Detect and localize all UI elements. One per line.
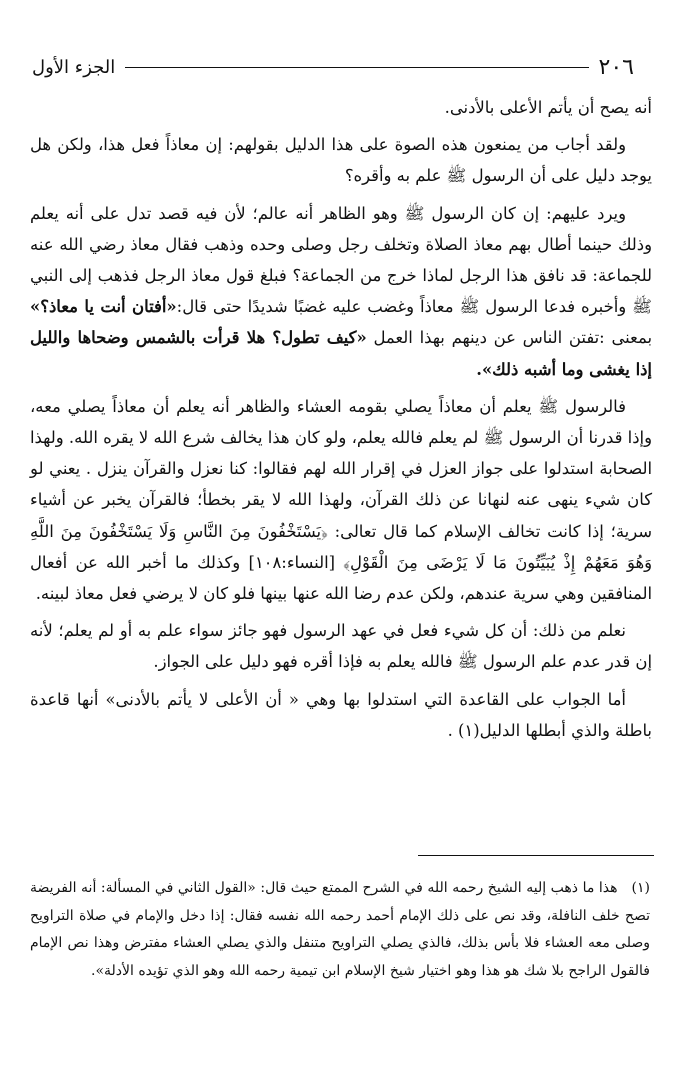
paragraph-2: ولقد أجاب من يمنعون هذه الصوة على هذا الدليل بقولهم: إن معاذاً فعل هذا، ولكن هل يوجد دليل على أن الرسول ﷺ علم به وأقره؟ (30, 135, 652, 186)
paragraph-6: أما الجواب على القاعدة التي استدلوا بها وهي « أن الأعلى لا يأتم بالأدنى» أنها قاعدة باطلة والذي أبطلها الدليل(١) . (30, 689, 652, 740)
footnote-number: (١) (631, 880, 650, 896)
paragraph-3-middle: بمعنى :تفتن الناس عن دينهم بهذا العمل (366, 328, 653, 348)
page-number: ٢٠٦ (598, 54, 634, 80)
paragraph-3-text: ويرد عليهم: إن كان الرسول ﷺ وهو الظاهر أنه عالم؛ لأن فيه قصد تدل على أنه يعلم وذلك حينما أطال بهم معاذ الصلاة وتخلف رجل وصلى وحده وذهب فقال معاذ رضي الله عنه للجماعة: قد نافق هذا الرجل لماذا خرج من الجماعة؟ فبلغ قول معاذ الرجل فذهب إلى النبي ﷺ وأخبره فدعا الرسول ﷺ معاذاً وغضب عليه غضبًا شديدًا حتى قال: (30, 203, 652, 317)
header-rule (125, 67, 588, 68)
footnote-text: هذا ما ذهب إليه الشيخ رحمه الله في الشرح الممتع حيث قال: «القول الثاني في المسألة: أنه الفريضة تصح خلف النافلة، وقد نص على ذلك الإمام أحمد رحمه الله نفسه فقال: إذا دخل والإمام في صلاة التراويح وصلى معه العشاء فلا بأس بذلك، فالذي يصلي التراويح متنفل والذي يصلي العشاء مفترض وهذا نص الإمام فالقول الراجح بلا شك هو هذا وهو اختيار شيخ الإسلام ابن تيمية رحمه الله وهو الذي تؤيده الأدلة». (30, 880, 650, 979)
footnote (30, 875, 650, 985)
main-text (30, 92, 652, 752)
part-title: الجزء الأول (32, 56, 116, 78)
paragraph-5: نعلم من ذلك: أن كل شيء فعل في عهد الرسول فهو جائز سواء علم به أو لم يعلم؛ لأنه إن قدر عدم علم الرسول ﷺ فالله يعلم به فإذا أقره فهو دليل على الجواز. (30, 621, 652, 672)
hadith-quote-1: «أفتان أنت يا معاذ؟» (30, 297, 177, 317)
page-header (28, 52, 648, 82)
paragraph-1: أنه يصح أن يأتم الأعلى بالأدنى. (444, 98, 652, 117)
paragraph-3 (30, 198, 652, 385)
paragraph-4: فالرسول ﷺ يعلم أن معاذاً يصلي بقومه العشاء والظاهر أنه يعلم أن معاذاً يصلي معه، وإذا قدرنا أن الرسول ﷺ لم يعلم فالله يعلم، ولو كان هذا يخالف شرع الله لا يقره الله. ولهذا الصحابة استدلوا على جواز العزل في إقرار الله لهم فقالوا: كنا نعزل والقرآن ينزل . يعني لو كان شيء ينهى عنه لنهانا عن ذلك القرآن، ولهذا الله لا يقر بخطأ؛ فالقرآن يخبر عن أشياء سرية؛ إذا كانت تخالف الإسلام كما قال تعالى: ﴿يَسْتَخْفُونَ مِنَ النَّاسِ وَلَا يَسْتَخْفُونَ مِنَ اللَّهِ وَهُوَ مَعَهُمْ إِذْ يُبَيِّتُونَ مَا لَا يَرْضَى مِنَ الْقَوْلِ﴾ [النساء:١٠٨] وكذلك ما أخبر الله عن أفعال المنافقين وهي سرية عندهم، ولكن عدم رضا الله عنها بينها فلو كان لا يرضي فعل معاذ لبينه. (30, 396, 652, 604)
hadith-quote-2: «كيف تطول؟ هلا قرأت بالشمس وضحاها والليل إذا يغشى وما أشبه ذلك». (30, 328, 652, 379)
footnote-separator (418, 855, 654, 856)
